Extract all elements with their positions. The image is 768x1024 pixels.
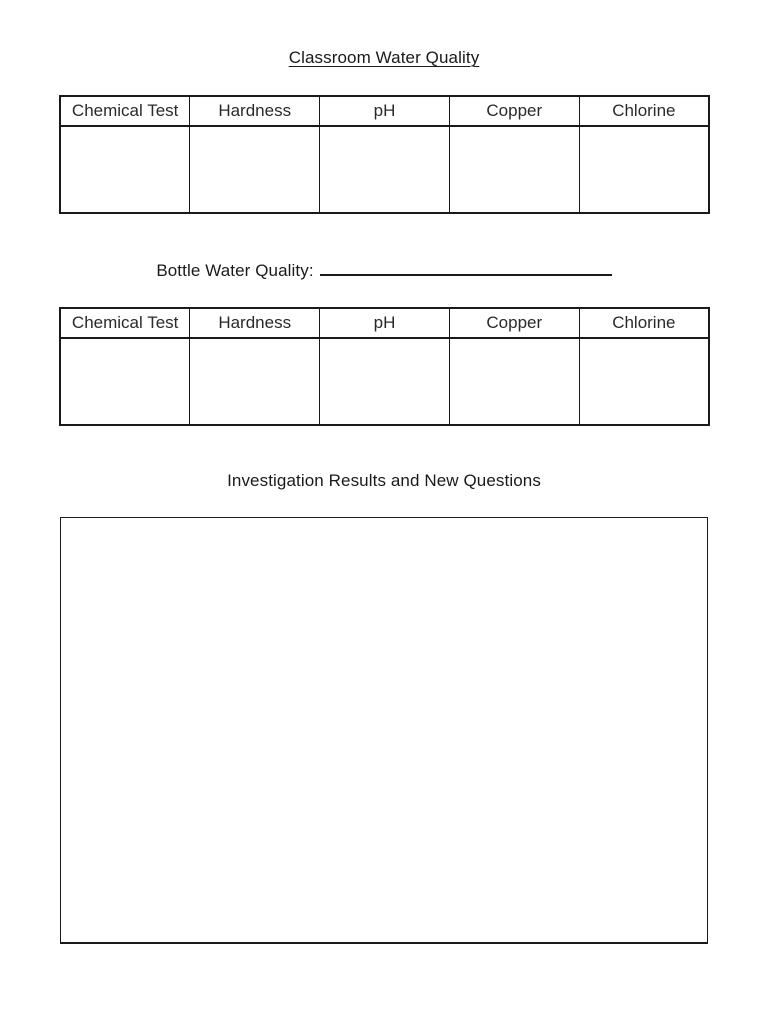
classroom-title: Classroom Water Quality (288, 48, 480, 67)
results-answer-box[interactable] (60, 517, 708, 944)
hardness-cell[interactable] (190, 126, 320, 213)
column-header-chlorine: Chlorine (579, 308, 709, 338)
bottle-name-blank-line[interactable] (320, 260, 612, 276)
bottle-title-line (0, 260, 768, 281)
results-title: Investigation Results and New Questions (227, 471, 541, 490)
ph-cell[interactable] (320, 338, 450, 425)
classroom-table (59, 95, 710, 214)
table-header-row (60, 96, 709, 126)
table-header-row (60, 308, 709, 338)
bottle-table (59, 307, 710, 426)
ph-cell[interactable] (320, 126, 450, 213)
column-header-copper: Copper (449, 96, 579, 126)
copper-cell[interactable] (449, 126, 579, 213)
bottle-title: Bottle Water Quality: (156, 261, 314, 280)
column-header-ph: pH (320, 308, 450, 338)
chemical-test-cell[interactable] (60, 338, 190, 425)
table-row (60, 126, 709, 213)
column-header-ph: pH (320, 96, 450, 126)
copper-cell[interactable] (449, 338, 579, 425)
chlorine-cell[interactable] (579, 338, 709, 425)
column-header-chemical-test: Chemical Test (60, 308, 190, 338)
chemical-test-cell[interactable] (60, 126, 190, 213)
column-header-chemical-test: Chemical Test (60, 96, 190, 126)
column-header-hardness: Hardness (190, 308, 320, 338)
hardness-cell[interactable] (190, 338, 320, 425)
column-header-hardness: Hardness (190, 96, 320, 126)
column-header-copper: Copper (449, 308, 579, 338)
chlorine-cell[interactable] (579, 126, 709, 213)
table-row (60, 338, 709, 425)
column-header-chlorine: Chlorine (579, 96, 709, 126)
